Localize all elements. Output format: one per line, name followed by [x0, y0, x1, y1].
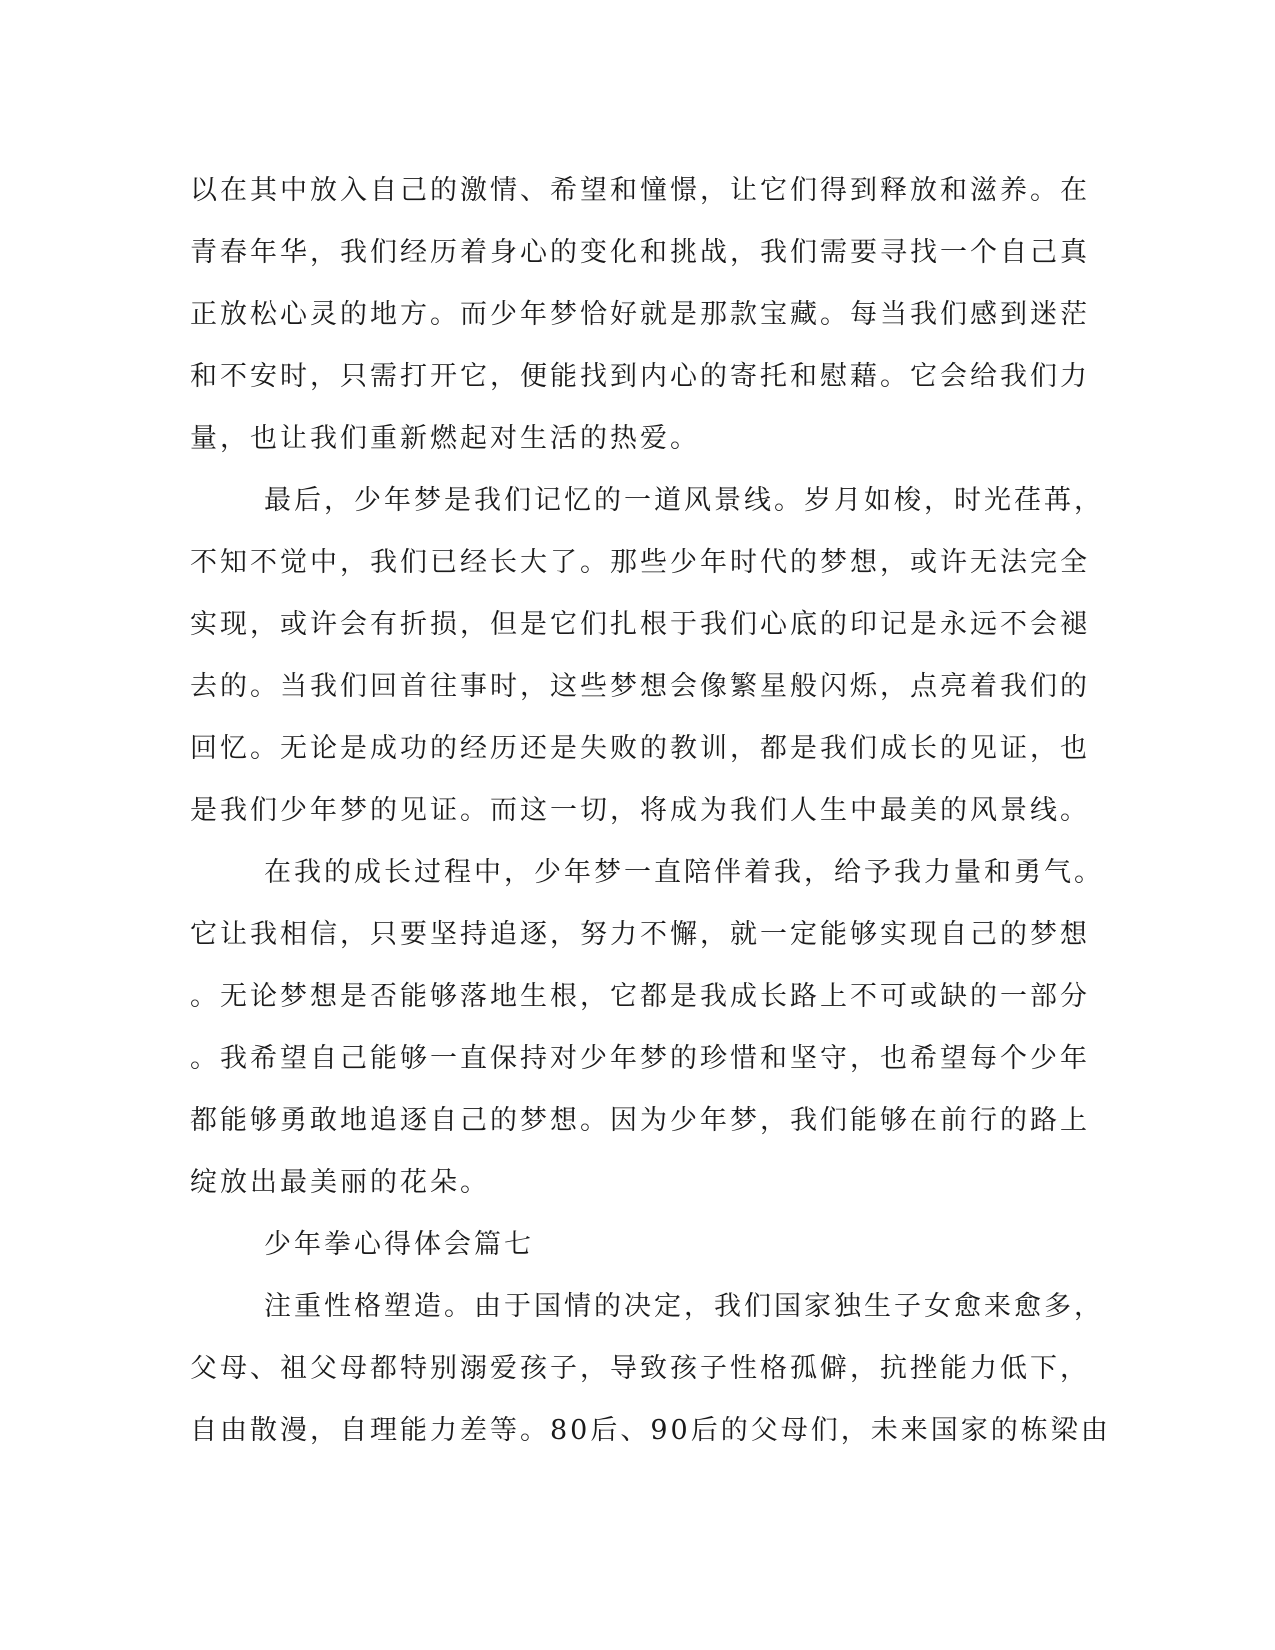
- paragraph-start-line: 在我的成长过程中，少年梦一直陪伴着我，给予我力量和勇气。: [264, 857, 1104, 888]
- paragraph-start-line: 最后，少年梦是我们记忆的一道风景线。岁月如梭，时光荏苒，: [264, 485, 1104, 516]
- text-line: 回忆。无论是成功的经历还是失败的教训，都是我们成长的见证，也: [190, 733, 1090, 764]
- text-line: 量，也让我们重新燃起对生活的热爱。: [190, 423, 700, 454]
- text-line: 青春年华，我们经历着身心的变化和挑战，我们需要寻找一个自己真: [190, 237, 1090, 268]
- text-line: 它让我相信，只要坚持追逐，努力不懈，就一定能够实现自己的梦想: [190, 919, 1090, 950]
- document-body: [190, 160, 1111, 1462]
- text-line: 。我希望自己能够一直保持对少年梦的珍惜和坚守，也希望每个少年: [190, 1043, 1090, 1074]
- text-line: 和不安时，只需打开它，便能找到内心的寄托和慰藉。它会给我们力: [190, 361, 1090, 392]
- text-line: 去的。当我们回首往事时，这些梦想会像繁星般闪烁，点亮着我们的: [190, 671, 1090, 702]
- section-heading: 少年拳心得体会篇七: [264, 1229, 534, 1260]
- text-line: 。无论梦想是否能够落地生根，它都是我成长路上不可或缺的一部分: [190, 981, 1090, 1012]
- text-line: 正放松心灵的地方。而少年梦恰好就是那款宝藏。每当我们感到迷茫: [190, 299, 1090, 330]
- text-line: 是我们少年梦的见证。而这一切，将成为我们人生中最美的风景线。: [190, 795, 1090, 826]
- text-line: 自由散漫，自理能力差等。80后、90后的父母们，未来国家的栋梁由: [190, 1415, 1111, 1446]
- text-line: 绽放出最美丽的花朵。: [190, 1167, 490, 1198]
- text-line: 父母、祖父母都特别溺爱孩子，导致孩子性格孤僻，抗挫能力低下，: [190, 1353, 1090, 1384]
- text-line: 都能够勇敢地追逐自己的梦想。因为少年梦，我们能够在前行的路上: [190, 1105, 1090, 1136]
- text-line: 实现，或许会有折损，但是它们扎根于我们心底的印记是永远不会褪: [190, 609, 1090, 640]
- text-line: 以在其中放入自己的激情、希望和憧憬，让它们得到释放和滋养。在: [190, 175, 1090, 206]
- paragraph-start-line: 注重性格塑造。由于国情的决定，我们国家独生子女愈来愈多，: [264, 1291, 1104, 1322]
- text-line: 不知不觉中，我们已经长大了。那些少年时代的梦想，或许无法完全: [190, 547, 1090, 578]
